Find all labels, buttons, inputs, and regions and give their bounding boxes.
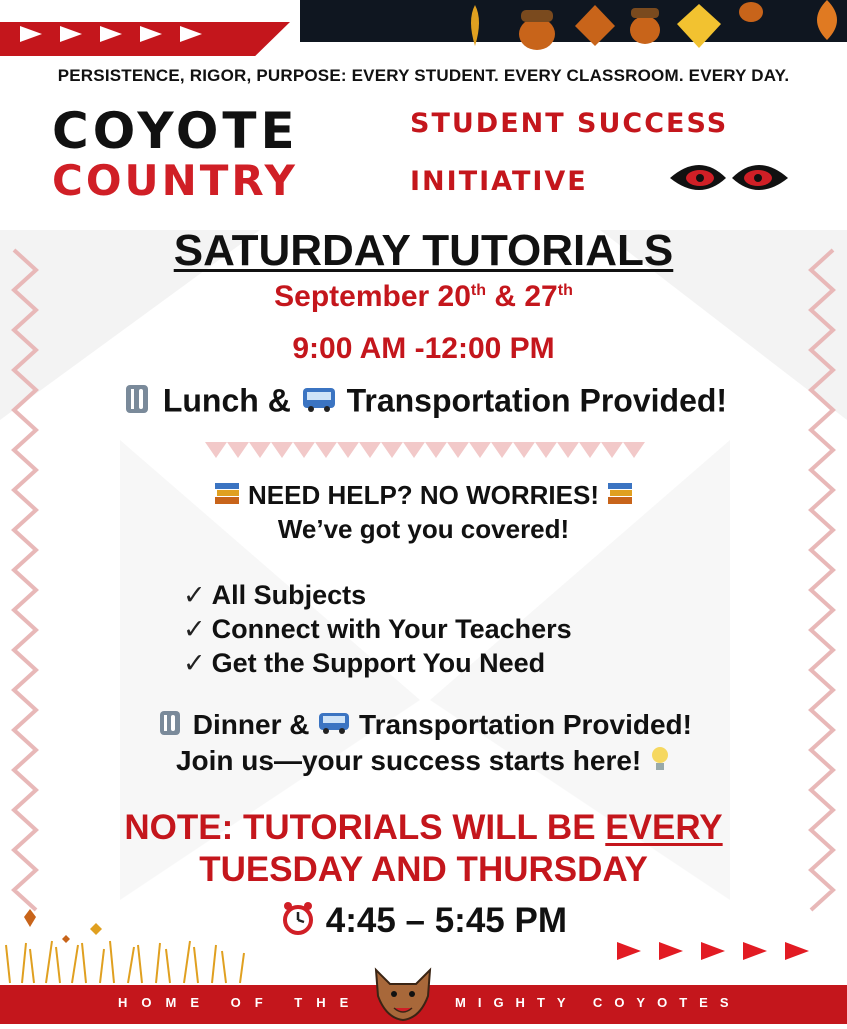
fork-knife-icon — [155, 708, 185, 745]
event-time: 9:00 AM -12:00 PM — [292, 332, 555, 365]
list-item — [183, 646, 572, 680]
top-arrows — [20, 26, 202, 42]
dates-sup: th — [557, 282, 573, 299]
join-line — [0, 744, 847, 781]
lunch-line — [0, 382, 847, 424]
note-line-1 — [0, 808, 847, 848]
dinner-text: Dinner & — [185, 708, 318, 740]
coyote-eyes-logo — [660, 150, 798, 206]
books-icon — [213, 481, 241, 514]
time-text: 4:45 – 5:45 PM — [316, 900, 567, 940]
event-title: SATURDAY TUTORIALS — [173, 226, 674, 275]
benefits-list — [183, 578, 572, 680]
benefit-text: Connect with Your Teachers — [211, 614, 572, 644]
join-text: Join us—your success starts here! — [175, 744, 650, 776]
books-icon — [606, 481, 634, 514]
arrow-icon — [60, 26, 82, 42]
grass-leaves-decoration — [0, 905, 250, 985]
logo-country: COUNTRY — [52, 156, 298, 205]
arrow-icon — [785, 942, 809, 960]
arrow-icon — [617, 942, 641, 960]
note-line-2: TUESDAY AND THURSDAY — [199, 850, 648, 889]
fork-knife-icon — [120, 382, 154, 424]
note-text: NOTE: TUTORIALS WILL BE — [124, 808, 606, 847]
arrow-icon — [20, 26, 42, 42]
arrow-icon — [180, 26, 202, 42]
arrow-icon — [659, 942, 683, 960]
check-icon: ✓ — [183, 614, 206, 644]
autumn-leaves-decoration — [455, 0, 847, 52]
arrow-icon — [743, 942, 767, 960]
help-text: NEED HELP? NO WORRIES! — [240, 480, 607, 510]
note-emphasis: EVERY — [605, 808, 723, 847]
logo-coyote: COYOTE — [52, 102, 299, 160]
dates-text: September 20 — [274, 280, 471, 313]
arrow-icon — [140, 26, 162, 42]
lunch-text: Transportation Provided! — [337, 382, 728, 419]
dates-text: & 27 — [486, 280, 558, 313]
benefit-text: All Subjects — [211, 580, 367, 610]
lunch-text: Lunch & — [153, 382, 300, 419]
check-icon: ✓ — [183, 580, 206, 610]
bottom-arrows — [617, 942, 809, 960]
coyote-mascot-icon — [368, 962, 438, 1029]
zigzag-divider — [205, 440, 645, 460]
initiative-line-2: INITIATIVE — [410, 166, 588, 197]
alarm-clock-icon — [280, 900, 316, 945]
motto-bold: PERSISTENCE, RIGOR, PURPOSE: — [57, 66, 347, 85]
dinner-text: Transportation Provided! — [351, 708, 692, 740]
check-icon: ✓ — [183, 648, 206, 678]
footer-right-text: MIGHTY COYOTES — [455, 995, 741, 1010]
help-subline: We’ve got you covered! — [277, 514, 570, 544]
benefit-text: Get the Support You Need — [211, 648, 546, 678]
arrow-icon — [100, 26, 122, 42]
dinner-line — [0, 708, 847, 745]
dates-sup: th — [470, 282, 487, 299]
bus-icon — [300, 384, 338, 422]
motto-rest: EVERY STUDENT. EVERY CLASSROOM. EVERY DAY. — [346, 66, 790, 85]
lightbulb-icon — [649, 744, 671, 781]
arrow-icon — [701, 942, 725, 960]
footer-left-text: HOME OF THE — [118, 995, 363, 1010]
list-item — [183, 578, 572, 612]
help-headline — [0, 480, 847, 514]
event-dates — [0, 280, 847, 314]
bus-icon — [317, 710, 351, 743]
initiative-line-1: STUDENT SUCCESS — [410, 108, 729, 139]
list-item — [183, 612, 572, 646]
motto — [0, 66, 847, 86]
